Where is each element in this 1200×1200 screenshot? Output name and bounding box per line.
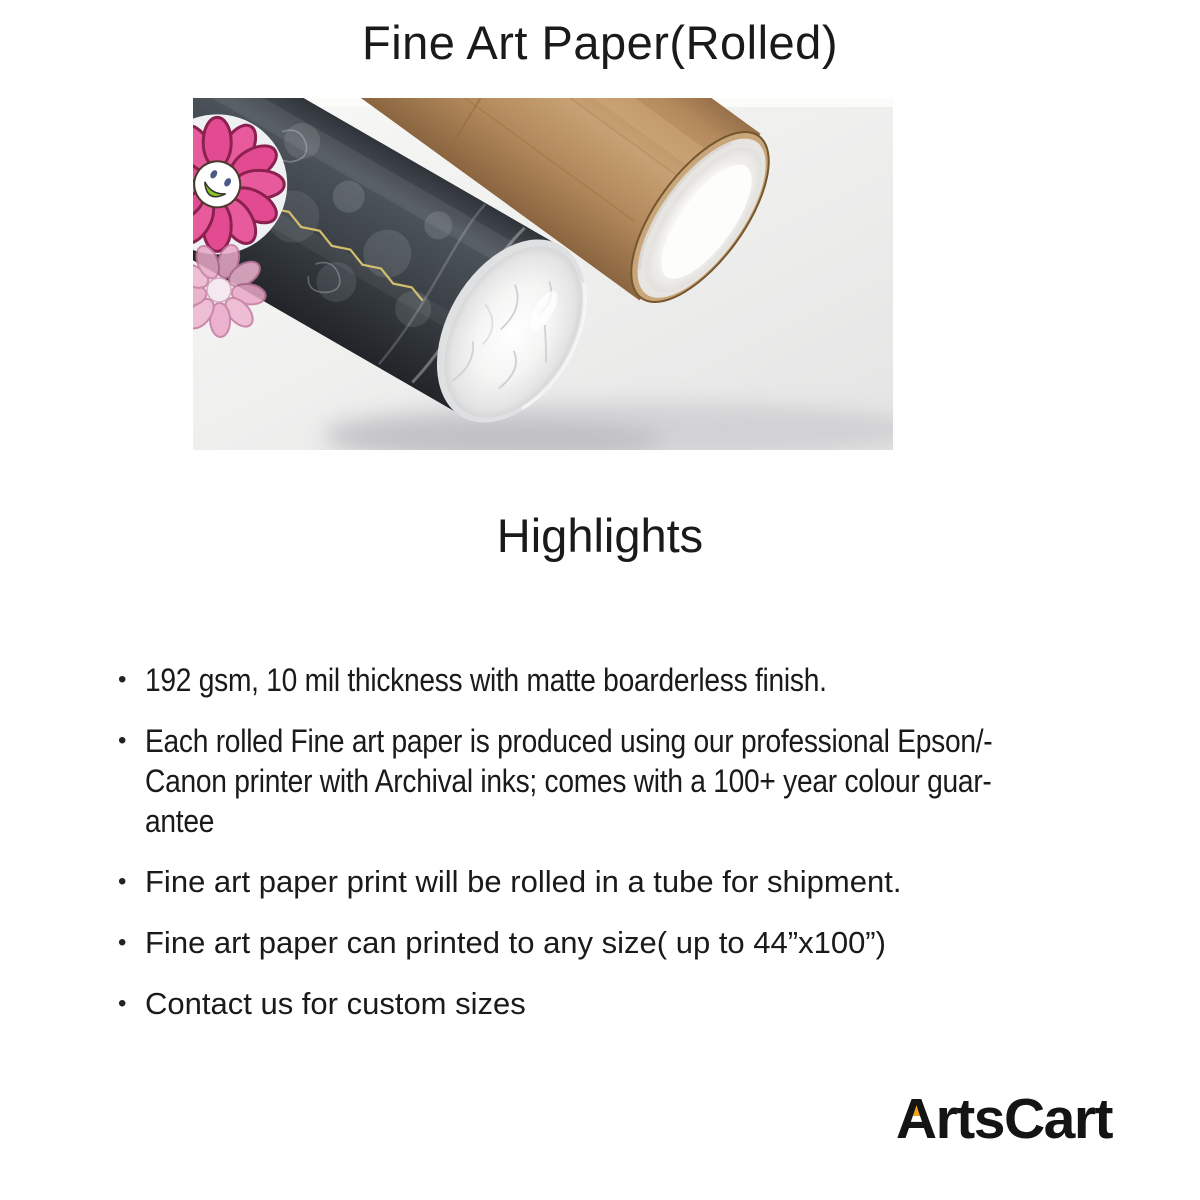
bullet-text: 192 gsm, 10 mil thickness with matte boarderless finish. xyxy=(145,662,827,698)
list-item xyxy=(118,984,1118,1024)
bullet-text: Canon printer with Archival inks; comes with a 100+ year colour guar- xyxy=(145,763,992,799)
list-item xyxy=(118,862,1118,902)
bullet-icon: • xyxy=(118,666,127,693)
page-title: Fine Art Paper(Rolled) xyxy=(362,16,838,69)
product-photo-illustration xyxy=(193,98,893,450)
bullet-text: Each rolled Fine art paper is produced using our professional Epson/- xyxy=(145,723,993,759)
list-item xyxy=(118,721,1118,841)
bullet-icon: • xyxy=(118,990,127,1017)
highlights-list xyxy=(118,660,1118,1045)
logo-letter-a: A xyxy=(895,1087,936,1151)
bullet-text: Contact us for custom sizes xyxy=(145,986,526,1021)
bullet-text: antee xyxy=(145,803,215,839)
list-item xyxy=(118,660,1118,700)
bullet-icon: • xyxy=(118,868,127,895)
bullet-text: Fine art paper print will be rolled in a tube for shipment. xyxy=(145,864,902,899)
section-heading: Highlights xyxy=(496,509,704,562)
bullet-text: Fine art paper can printed to any size( up to 44”x100”) xyxy=(145,925,886,960)
product-photo xyxy=(193,98,893,450)
logo-text: rtsCart xyxy=(935,1087,1112,1151)
list-item xyxy=(118,923,1118,963)
bullet-icon: • xyxy=(118,727,127,754)
artscart-logo xyxy=(896,1086,1112,1152)
bullet-icon: • xyxy=(118,929,127,956)
